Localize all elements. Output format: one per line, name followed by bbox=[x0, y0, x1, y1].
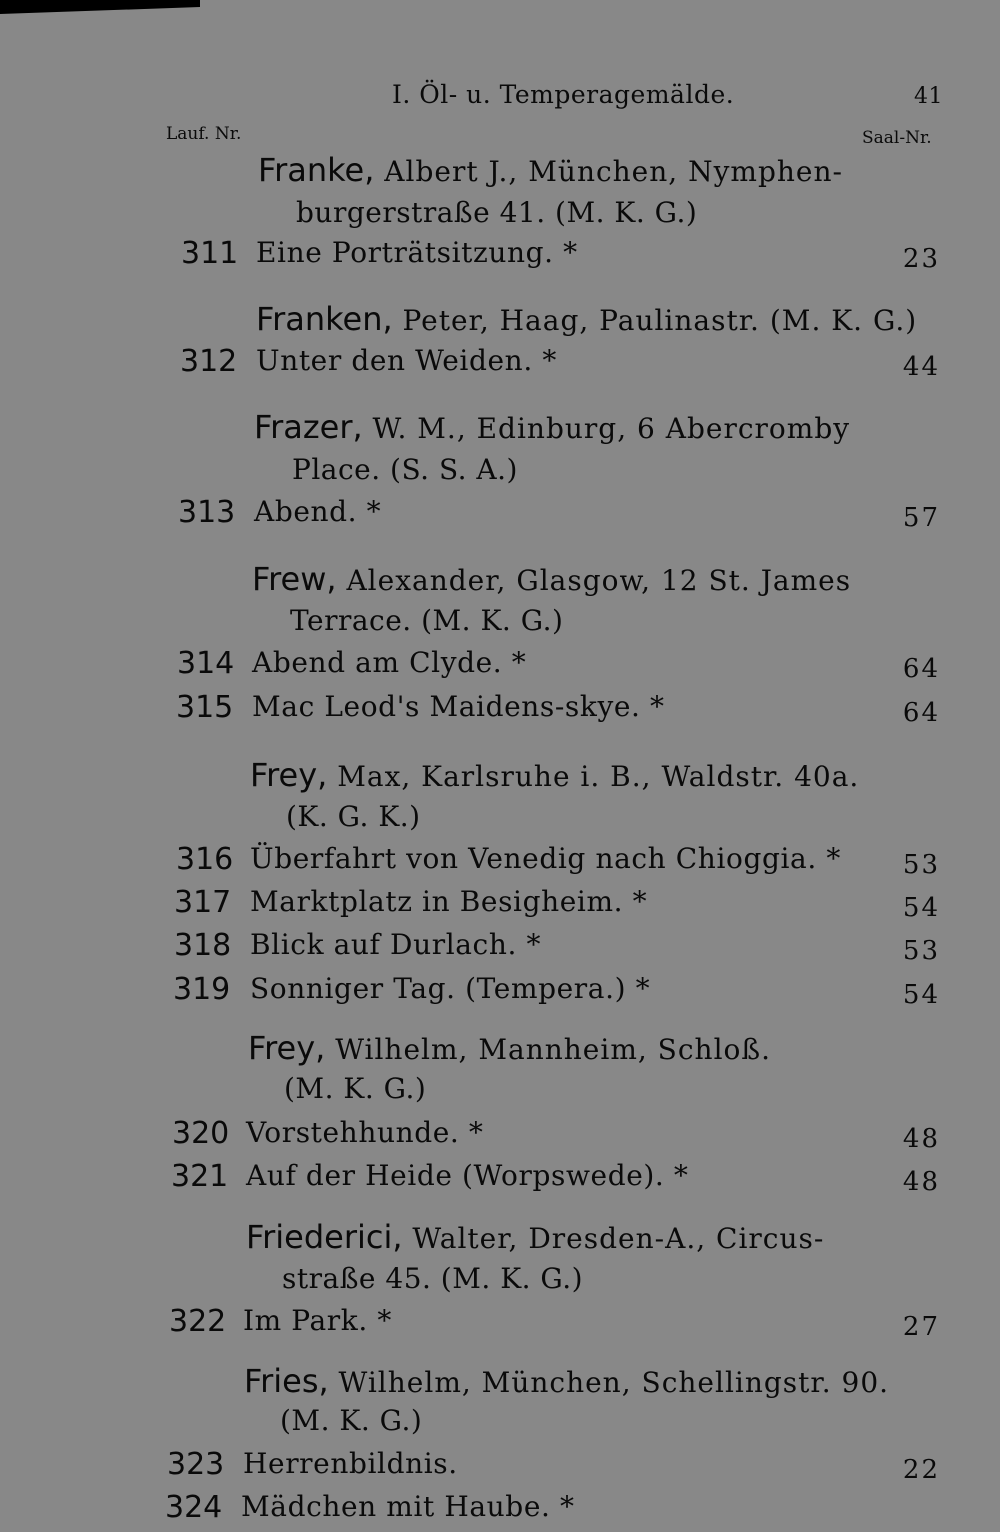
artist-name: Frew, bbox=[252, 560, 337, 598]
item-title: Überfahrt von Venedig nach Chioggia. * bbox=[250, 842, 841, 875]
saal-number: 23 bbox=[902, 244, 940, 274]
list-item bbox=[0, 928, 1000, 970]
artist-address-cont: burgerstraße 41. (M. K. G.) bbox=[296, 196, 698, 229]
item-title: Sonniger Tag. (Tempera.) * bbox=[250, 972, 651, 1005]
saal-number: 54 bbox=[902, 893, 940, 923]
artist-address-cont: straße 45. (M. K. G.) bbox=[282, 1262, 584, 1295]
item-title: Abend am Clyde. * bbox=[252, 646, 527, 679]
artist-address: Walter, Dresden-A., Circus- bbox=[402, 1222, 825, 1255]
list-item bbox=[0, 344, 1000, 386]
list-item bbox=[0, 690, 1000, 732]
artist-line bbox=[254, 406, 850, 450]
list-item bbox=[0, 1304, 1000, 1346]
item-title: Herrenbildnis. bbox=[243, 1447, 458, 1480]
artist-address: W. M., Edinburg, 6 Abercromby bbox=[362, 412, 851, 445]
artist-name: Friederici, bbox=[246, 1218, 403, 1256]
artist-address-cont: Place. (S. S. A.) bbox=[292, 453, 518, 486]
saal-nr-label: Saal-Nr. bbox=[862, 128, 932, 148]
artist-name: Fries, bbox=[244, 1362, 329, 1400]
saal-number: 57 bbox=[902, 503, 940, 533]
saal-number: 54 bbox=[902, 980, 940, 1010]
page-number: 41 bbox=[914, 84, 943, 109]
item-number: 318 bbox=[174, 928, 232, 963]
artist-line bbox=[244, 1360, 889, 1404]
list-item bbox=[0, 495, 1000, 537]
artist-name: Frazer, bbox=[254, 408, 363, 446]
item-title: Eine Porträtsitzung. * bbox=[256, 236, 578, 269]
saal-number: 64 bbox=[902, 698, 940, 728]
saal-number: 64 bbox=[902, 654, 940, 684]
scan-edge-shadow bbox=[0, 0, 200, 14]
list-item bbox=[0, 1116, 1000, 1158]
artist-name: Frey, bbox=[250, 756, 328, 794]
item-title: Mac Leod's Maidens-skye. * bbox=[252, 690, 665, 723]
list-item bbox=[0, 646, 1000, 688]
item-title: Marktplatz in Besigheim. * bbox=[250, 885, 648, 918]
item-number: 321 bbox=[171, 1159, 229, 1194]
list-item bbox=[0, 972, 1000, 1014]
item-title: Unter den Weiden. * bbox=[256, 344, 557, 377]
artist-line bbox=[248, 1027, 771, 1071]
saal-number: 53 bbox=[902, 936, 940, 966]
item-number: 316 bbox=[176, 842, 234, 877]
saal-number: 48 bbox=[902, 1124, 940, 1154]
item-title: Vorstehhunde. * bbox=[246, 1116, 484, 1149]
artist-line bbox=[246, 1216, 824, 1260]
artist-name: Frey, bbox=[248, 1029, 326, 1067]
list-item bbox=[0, 842, 1000, 884]
artist-address: Albert J., München, Nymphen- bbox=[374, 155, 843, 188]
artist-address: Peter, Haag, Paulinastr. (M. K. G.) bbox=[392, 304, 918, 337]
artist-line bbox=[252, 558, 851, 602]
item-number: 313 bbox=[178, 495, 236, 530]
saal-number: 44 bbox=[902, 352, 940, 382]
list-item bbox=[0, 1447, 1000, 1489]
artist-address: Wilhelm, Mannheim, Schloß. bbox=[325, 1033, 771, 1066]
item-title: Abend. * bbox=[254, 495, 382, 528]
list-item bbox=[0, 236, 1000, 278]
item-title: Mädchen mit Haube. * bbox=[241, 1490, 575, 1523]
artist-address: Alexander, Glasgow, 12 St. James bbox=[336, 564, 852, 597]
saal-number: 48 bbox=[902, 1167, 940, 1197]
item-number: 314 bbox=[177, 646, 235, 681]
list-item bbox=[0, 885, 1000, 927]
artist-line bbox=[258, 149, 843, 193]
list-item bbox=[0, 1159, 1000, 1201]
artist-address-cont: Terrace. (M. K. G.) bbox=[290, 604, 564, 637]
item-number: 322 bbox=[169, 1304, 227, 1339]
artist-address-cont: (M. K. G.) bbox=[284, 1072, 427, 1105]
lauf-nr-label: Lauf. Nr. bbox=[166, 124, 242, 144]
item-number: 320 bbox=[172, 1116, 230, 1151]
page-heading: I. Öl- u. Temperagemälde. bbox=[392, 80, 735, 109]
saal-number: 27 bbox=[902, 1312, 940, 1342]
saal-number: 53 bbox=[902, 850, 940, 880]
item-number: 317 bbox=[174, 885, 232, 920]
artist-line bbox=[250, 754, 859, 798]
item-number: 319 bbox=[173, 972, 231, 1007]
artist-address-cont: (M. K. G.) bbox=[280, 1404, 423, 1437]
artist-line bbox=[256, 298, 917, 342]
artist-name: Franken, bbox=[256, 300, 393, 338]
saal-number: 22 bbox=[902, 1455, 940, 1485]
item-number: 315 bbox=[176, 690, 234, 725]
item-number: 324 bbox=[165, 1490, 223, 1525]
artist-address: Max, Karlsruhe i. B., Waldstr. 40a. bbox=[327, 760, 860, 793]
artist-address: Wilhelm, München, Schellingstr. 90. bbox=[328, 1366, 890, 1399]
artist-name: Franke, bbox=[258, 151, 375, 189]
item-title: Auf der Heide (Worpswede). * bbox=[246, 1159, 689, 1192]
item-number: 311 bbox=[181, 236, 239, 271]
artist-address-cont: (K. G. K.) bbox=[286, 800, 421, 833]
list-item bbox=[0, 1490, 1000, 1532]
item-number: 312 bbox=[180, 344, 238, 379]
item-title: Im Park. * bbox=[243, 1304, 392, 1337]
item-title: Blick auf Durlach. * bbox=[250, 928, 542, 961]
item-number: 323 bbox=[167, 1447, 225, 1482]
